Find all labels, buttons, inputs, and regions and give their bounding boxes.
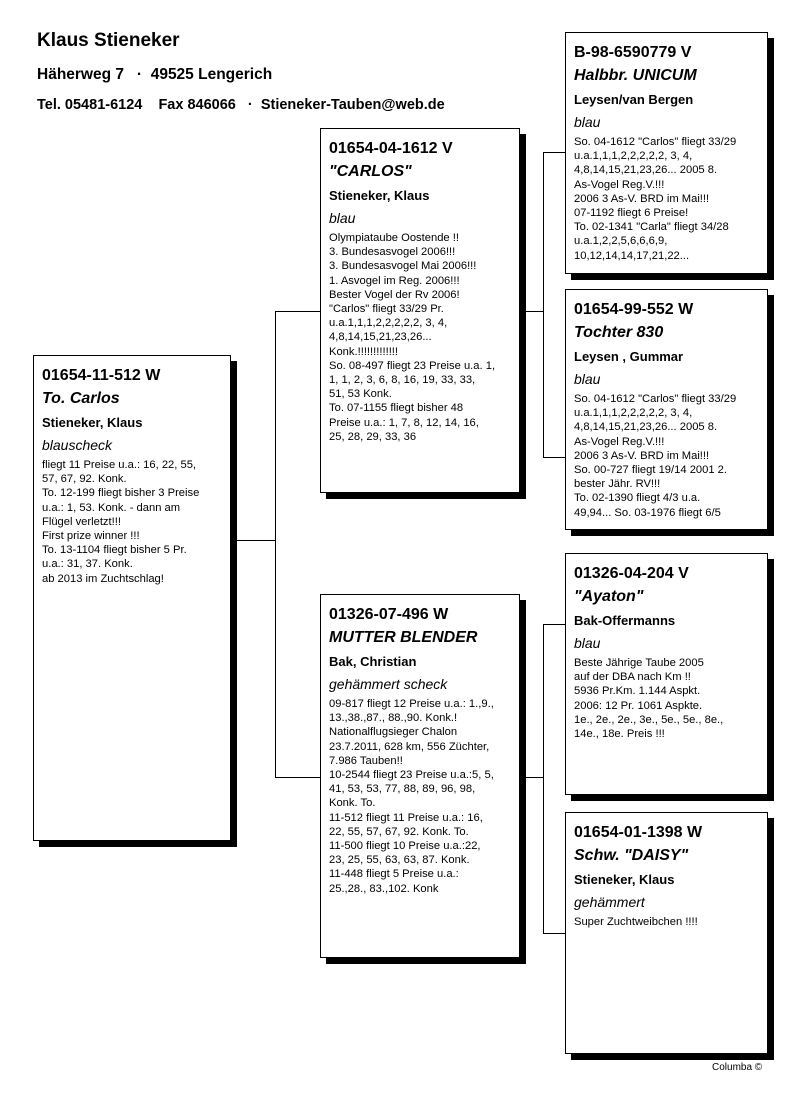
ring-number: B-98-6590779 V bbox=[574, 44, 692, 61]
ring-number: 01326-04-204 V bbox=[574, 565, 689, 582]
pigeon-name: Tochter 830 bbox=[574, 324, 664, 341]
breeder: Leysen , Gummar bbox=[574, 349, 684, 364]
dam-sire-card bbox=[565, 553, 768, 795]
connector-line bbox=[543, 933, 565, 934]
ring-number: 01654-99-552 W bbox=[574, 301, 694, 318]
performance-notes: Super Zuchtweibchen !!!! bbox=[574, 916, 698, 928]
performance-notes: fliegt 11 Preise u.a.: 16, 22, 55, 57, 67, 92. Konk. To. 12-199 fliegt bisher 3 Preise u.a.: 1, 53. Konk. - dann am Flügel verletzt!!! First prize winner !!! To. 13-1104 fliegt bisher 5 Pr. u.a.: 31, 37. Konk. ab 2013 im Zuchtschlag! bbox=[42, 459, 200, 585]
performance-notes: 09-817 fliegt 12 Preise u.a.: 1.,9., 13.,38.,87., 88.,90. Konk.! Nationalflugsieger Chalon 23.7.2011, 628 km, 556 Züchter, 7.986 Tauben!! 10-2544 fliegt 23 Preise u.a.:5, 5, 41, 53, 53, 77, 88, 89, 96, 98, Konk. To. 11-512 fliegt 11 Preise u.a.: 16, 22, 55, 57, 67, 92. Konk. To. 11-500 fliegt 10 Preise u.a.:22, 23, 25, 55, 63, 63, 87. Konk. 11-448 fliegt 5 Preise u.a.: 25.,28., 83.,102. Konk bbox=[329, 698, 494, 895]
pigeon-color: blau bbox=[574, 635, 601, 651]
pigeon-name: MUTTER BLENDER bbox=[329, 629, 478, 646]
pigeon-name: Schw. "DAISY" bbox=[574, 847, 689, 864]
performance-notes: So. 04-1612 "Carlos" fliegt 33/29 u.a.1,1,1,2,2,2,2,2, 3, 4, 4,8,14,15,21,23,26... 2005 8. As-Vogel Reg.V.!!! 2006 3 As-V. BRD im Mai!!! 07-1192 fliegt 6 Preise! To. 02-1341 "Carla" fliegt 34/28 u.a.1,2,2,5,6,6,6,9, 10,12,14,14,17,21,22... bbox=[574, 136, 737, 262]
breeder: Stieneker, Klaus bbox=[574, 872, 675, 887]
sire-sire-card bbox=[565, 32, 768, 274]
connector-line bbox=[543, 624, 565, 625]
breeder: Bak-Offermanns bbox=[574, 613, 676, 628]
connector-line bbox=[543, 624, 544, 934]
pigeon-color: blau bbox=[574, 371, 601, 387]
ring-number: 01326-07-496 W bbox=[329, 606, 449, 623]
ring-number: 01654-01-1398 W bbox=[574, 824, 703, 841]
connector-line bbox=[543, 457, 565, 458]
pigeon-color: gehämmert scheck bbox=[329, 676, 448, 692]
sire-card bbox=[320, 128, 520, 493]
ring-number: 01654-11-512 W bbox=[42, 367, 161, 384]
connector-line bbox=[543, 152, 544, 458]
pigeon-name: "Ayaton" bbox=[574, 588, 644, 605]
performance-notes: Beste Jährige Taube 2005 auf der DBA nach Km !! 5936 Pr.Km. 1.144 Aspkt. 2006: 12 Pr. 1061 Aspkte. 1e., 2e., 2e., 3e., 5e., 5e., 8e., 14e., 18e. Preis !!! bbox=[574, 657, 724, 741]
performance-notes: So. 04-1612 "Carlos" fliegt 33/29 u.a.1,1,1,2,2,2,2,2, 3, 4, 4,8,14,15,21,23,26... 2005 8. As-Vogel Reg.V.!!! 2006 3 As-V. BRD im Mai!!! So. 00-727 fliegt 19/14 2001 2. bester Jähr. RV!!! To. 02-1390 fliegt 4/3 u.a. 49,94... So. 03-1976 fliegt 6/5 bbox=[574, 393, 737, 519]
pigeon-color: blauscheck bbox=[42, 437, 113, 453]
sire-dam-card bbox=[565, 289, 768, 530]
owner-address: Häherweg 7 · 49525 Lengerich bbox=[37, 66, 273, 83]
owner-name: Klaus Stieneker bbox=[37, 30, 180, 51]
dam-card bbox=[320, 594, 520, 958]
breeder: Bak, Christian bbox=[329, 654, 417, 669]
performance-notes: Olympiataube Oostende !! 3. Bundesasvogel 2006!!! 3. Bundesasvogel Mai 2006!!! 1. Asvogel im Reg. 2006!!! Bester Vogel der Rv 2006! "Carlos" fliegt 33/29 Pr. u.a.1,1,1,2,2,2,2,2, 3, 4, 4,8,14,15,21,23,26... Konk.!!!!!!!!!!!!! So. 08-497 fliegt 23 Preise u.a. 1, 1, 1, 2, 3, 6, 8, 16, 19, 33, 33, 51, 53 Konk. To. 07-1155 fliegt bisher 48 Preise u.a.: 1, 7, 8, 12, 14, 16, 25, 28, 29, 33, 36 bbox=[329, 232, 496, 443]
connector-line bbox=[230, 540, 276, 541]
breeder: Stieneker, Klaus bbox=[42, 415, 143, 430]
owner-contact: Tel. 05481-6124 Fax 846066 · Stieneker-Tauben@web.de bbox=[37, 97, 445, 113]
pigeon-name: Halbbr. UNICUM bbox=[574, 67, 697, 84]
dam-dam-card bbox=[565, 812, 768, 1054]
pigeon-color: blau bbox=[329, 210, 356, 226]
connector-line bbox=[519, 777, 543, 778]
footer-credit: Columba © bbox=[712, 1062, 763, 1073]
breeder: Stieneker, Klaus bbox=[329, 188, 430, 203]
pigeon-color: gehämmert bbox=[574, 894, 645, 910]
connector-line bbox=[275, 311, 321, 312]
connector-line bbox=[275, 777, 321, 778]
connector-line bbox=[543, 152, 565, 153]
breeder: Leysen/van Bergen bbox=[574, 92, 694, 107]
pigeon-color: blau bbox=[574, 114, 601, 130]
connector-line bbox=[519, 311, 543, 312]
pigeon-name: "CARLOS" bbox=[329, 163, 412, 180]
ring-number: 01654-04-1612 V bbox=[329, 140, 453, 157]
pigeon-name: To. Carlos bbox=[42, 390, 120, 407]
subject-card bbox=[33, 355, 231, 841]
connector-line bbox=[275, 311, 276, 778]
